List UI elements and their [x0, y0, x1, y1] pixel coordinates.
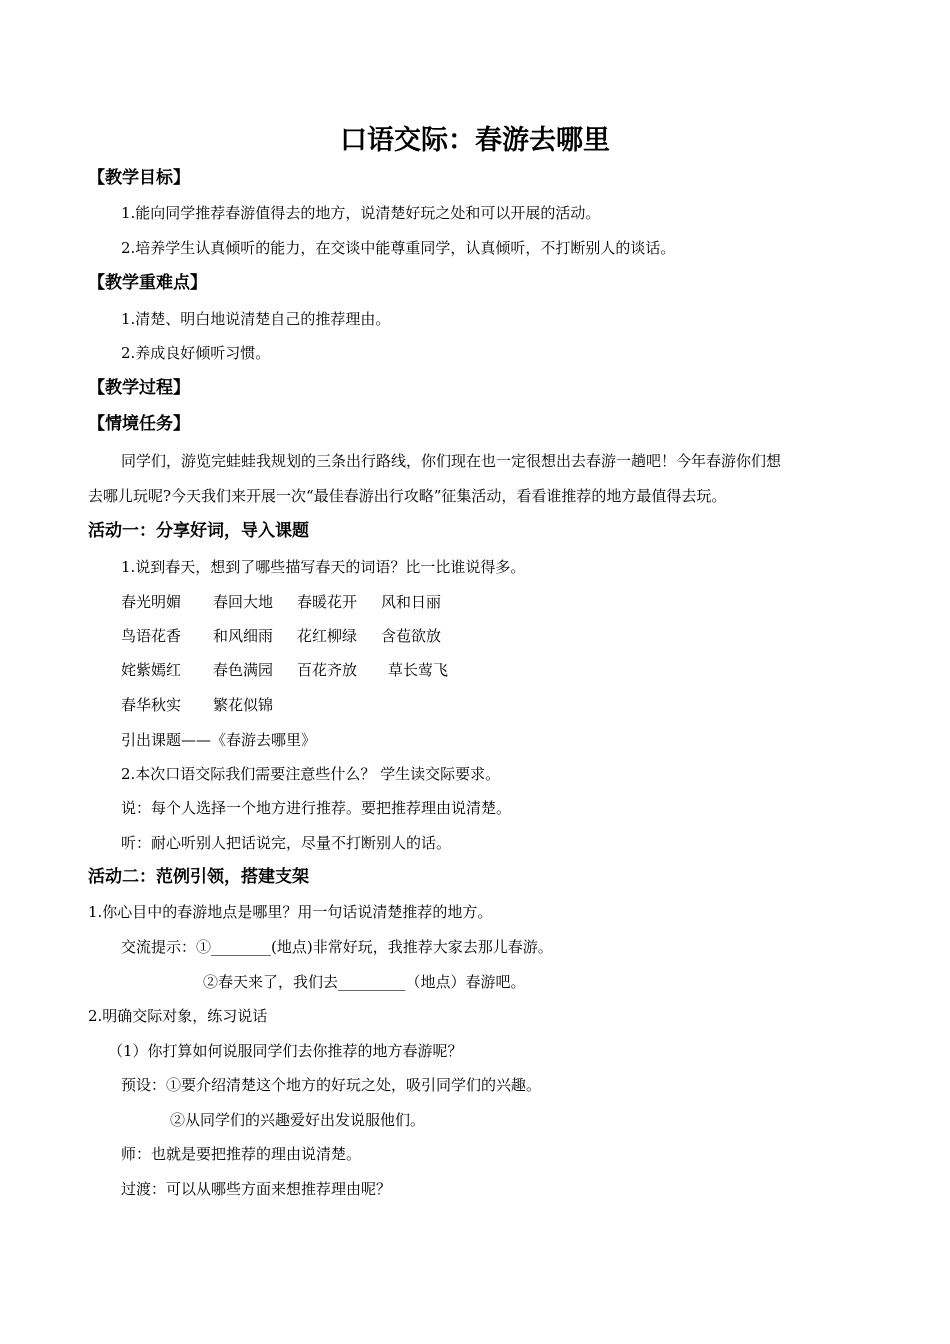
word: 春色满园	[213, 661, 274, 679]
word: 和风细雨	[213, 627, 274, 645]
word: 百花齐放	[297, 661, 358, 679]
question: 1.说到春天，想到了哪些描写春天的词语？比一比谁说得多。	[121, 558, 526, 576]
hint-line: ②春天来了，我们去_________（地点）春游吧。	[203, 973, 526, 991]
speak-requirement: 说：每个人选择一个地方进行推荐。要把推荐理由说清楚。	[121, 799, 512, 817]
goal-item: 1.能向同学推荐春游值得去的地方，说清楚好玩之处和可以开展的活动。	[121, 204, 601, 222]
teacher-line: 师：也就是要把推荐的理由说清楚。	[121, 1145, 362, 1163]
sub-question: （1）你打算如何说服同学们去你推荐的地方春游呢？	[108, 1042, 463, 1060]
keypoint-item: 2.养成良好倾听习惯。	[121, 344, 271, 362]
word: 春回大地	[213, 593, 274, 611]
word: 风和日丽	[381, 593, 442, 611]
word: 草长莺飞	[388, 661, 449, 679]
word: 春暖花开	[297, 593, 358, 611]
word: 含苞欲放	[381, 627, 442, 645]
heading-keypoints: 【教学重难点】	[88, 273, 207, 293]
word: 花红柳绿	[297, 627, 358, 645]
heading-process: 【教学过程】	[88, 378, 190, 398]
word: 姹紫嫣红	[121, 661, 182, 679]
goal-item: 2.培养学生认真倾听的能力，在交谈中能尊重同学，认真倾听，不打断别人的谈话。	[121, 239, 676, 257]
word: 鸟语花香	[121, 627, 182, 645]
heading-activity1: 活动一：分享好词，导入课题	[88, 521, 309, 541]
transition-line: 过渡：可以从哪些方面来想推荐理由呢？	[121, 1180, 392, 1198]
paragraph-line: 去哪儿玩呢?今天我们来开展一次“最佳春游出行攻略”征集活动，看看谁推荐的地方最值得去玩。	[88, 487, 727, 505]
paragraph-line: 同学们，游览完蛙蛙我规划的三条出行路线，你们现在也一定很想出去春游一趟吧！今年春游你们想	[121, 452, 782, 470]
keypoint-item: 1.清楚、明白地说清楚自己的推荐理由。	[121, 310, 391, 328]
page-title: 口语交际：春游去哪里	[340, 125, 610, 156]
question: 2.明确交际对象，练习说话	[88, 1007, 268, 1025]
question: 1.你心目中的春游地点是哪里？用一句话说清楚推荐的地方。	[88, 903, 493, 921]
word: 春华秋实	[121, 696, 182, 714]
intro-line: 引出课题——《春游去哪里》	[121, 731, 317, 749]
heading-situation: 【情境任务】	[88, 414, 190, 434]
heading-goals: 【教学目标】	[88, 168, 190, 188]
preset-line: ②从同学们的兴趣爱好出发说服他们。	[170, 1111, 426, 1129]
word: 春光明媚	[121, 593, 182, 611]
hint-line: 交流提示：①________(地点)非常好玩，我推荐大家去那儿春游。	[121, 938, 553, 956]
question: 2.本次口语交际我们需要注意些什么？ 学生读交际要求。	[121, 765, 501, 783]
word: 繁花似锦	[213, 696, 274, 714]
listen-requirement: 听：耐心听别人把话说完，尽量不打断别人的话。	[121, 834, 452, 852]
heading-activity2: 活动二：范例引领，搭建支架	[88, 867, 309, 887]
preset-line: 预设：①要介绍清楚这个地方的好玩之处，吸引同学们的兴趣。	[121, 1076, 542, 1094]
